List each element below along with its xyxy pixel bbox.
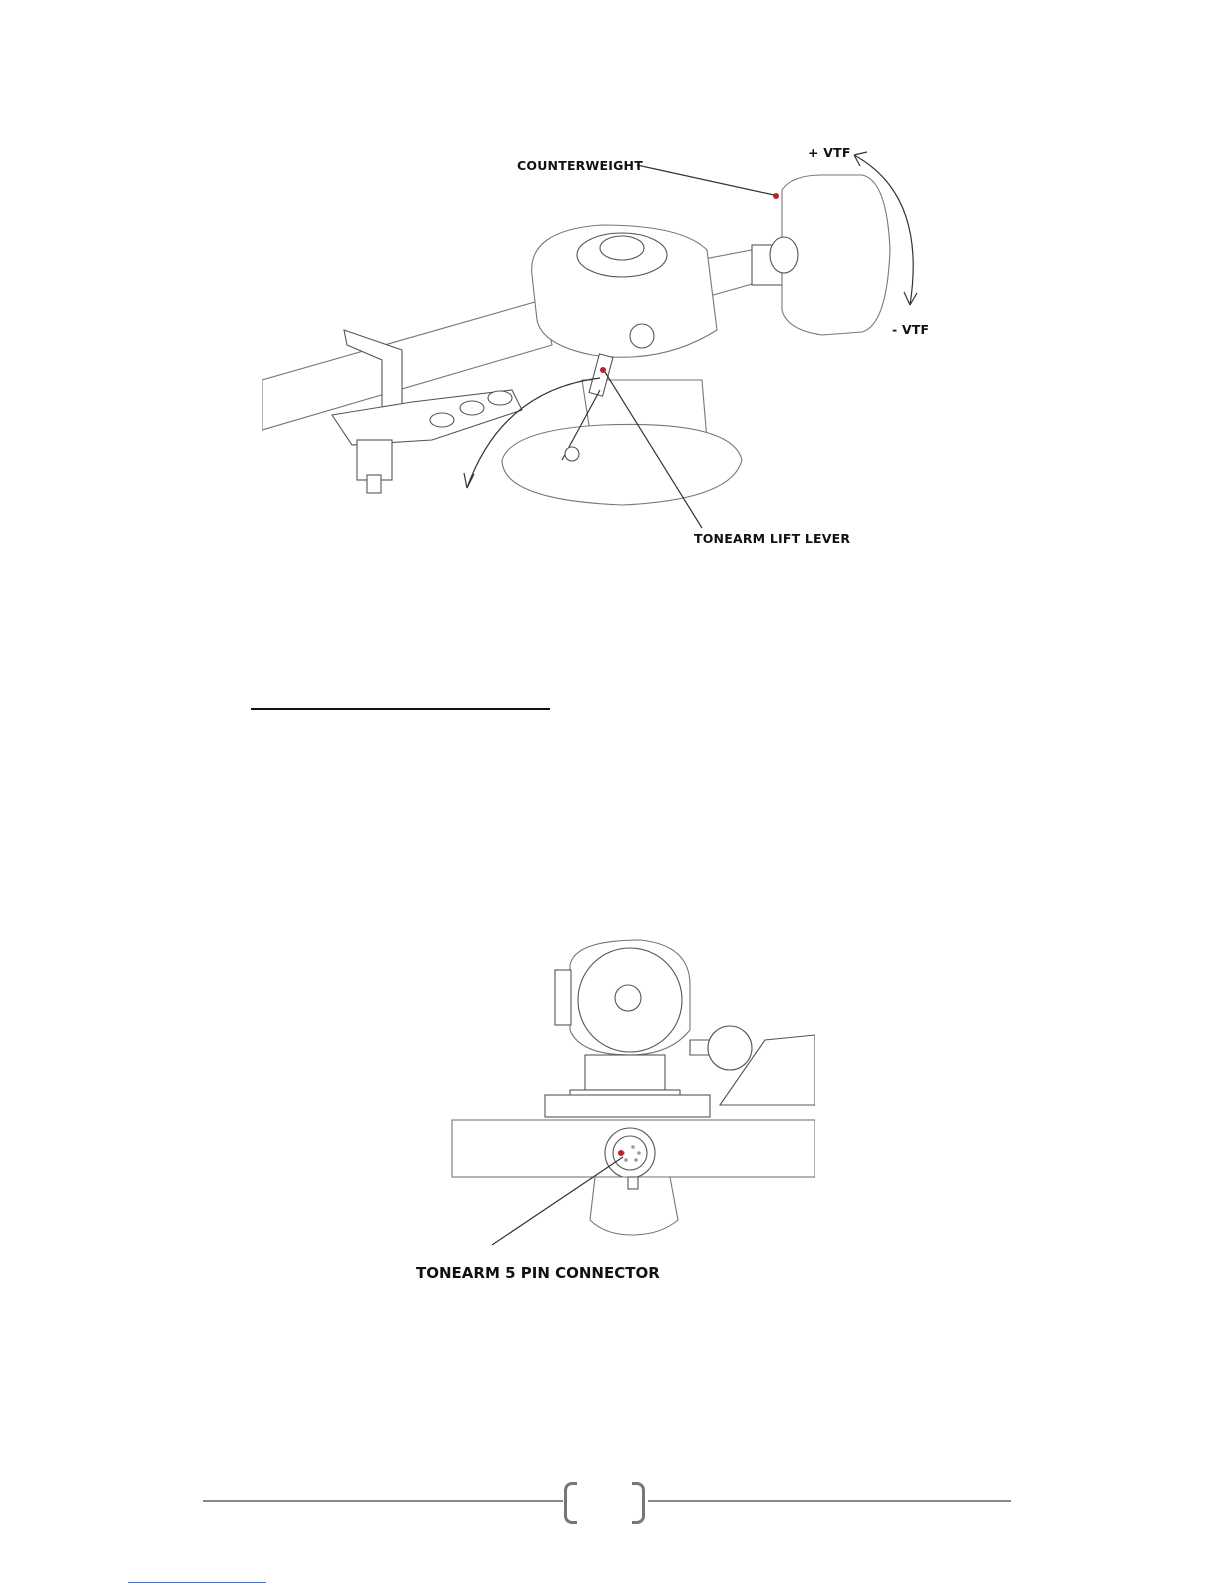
footer-line-right: [648, 1500, 1011, 1502]
connector-figure: [410, 905, 815, 1300]
pedestal: [585, 1055, 665, 1090]
connector-marker: [618, 1150, 624, 1156]
section-underline: [251, 708, 550, 710]
counterweight-marker: [773, 193, 779, 199]
footer-bracket-right: [632, 1482, 645, 1524]
counterweight-label: COUNTERWEIGHT: [517, 158, 643, 173]
base-flange: [502, 424, 742, 505]
plus-vtf-label: + VTF: [808, 145, 851, 160]
lift-lever-label: TONEARM LIFT LEVER: [694, 531, 851, 546]
bottom-link-underline: [128, 1582, 266, 1583]
footer-line-left: [203, 1500, 563, 1502]
footer-bracket-left: [564, 1482, 577, 1524]
connector-label: TONEARM 5 PIN CONNECTOR: [416, 1264, 660, 1282]
tonearm-figure: [262, 140, 982, 570]
minus-vtf-label: - VTF: [892, 322, 930, 337]
